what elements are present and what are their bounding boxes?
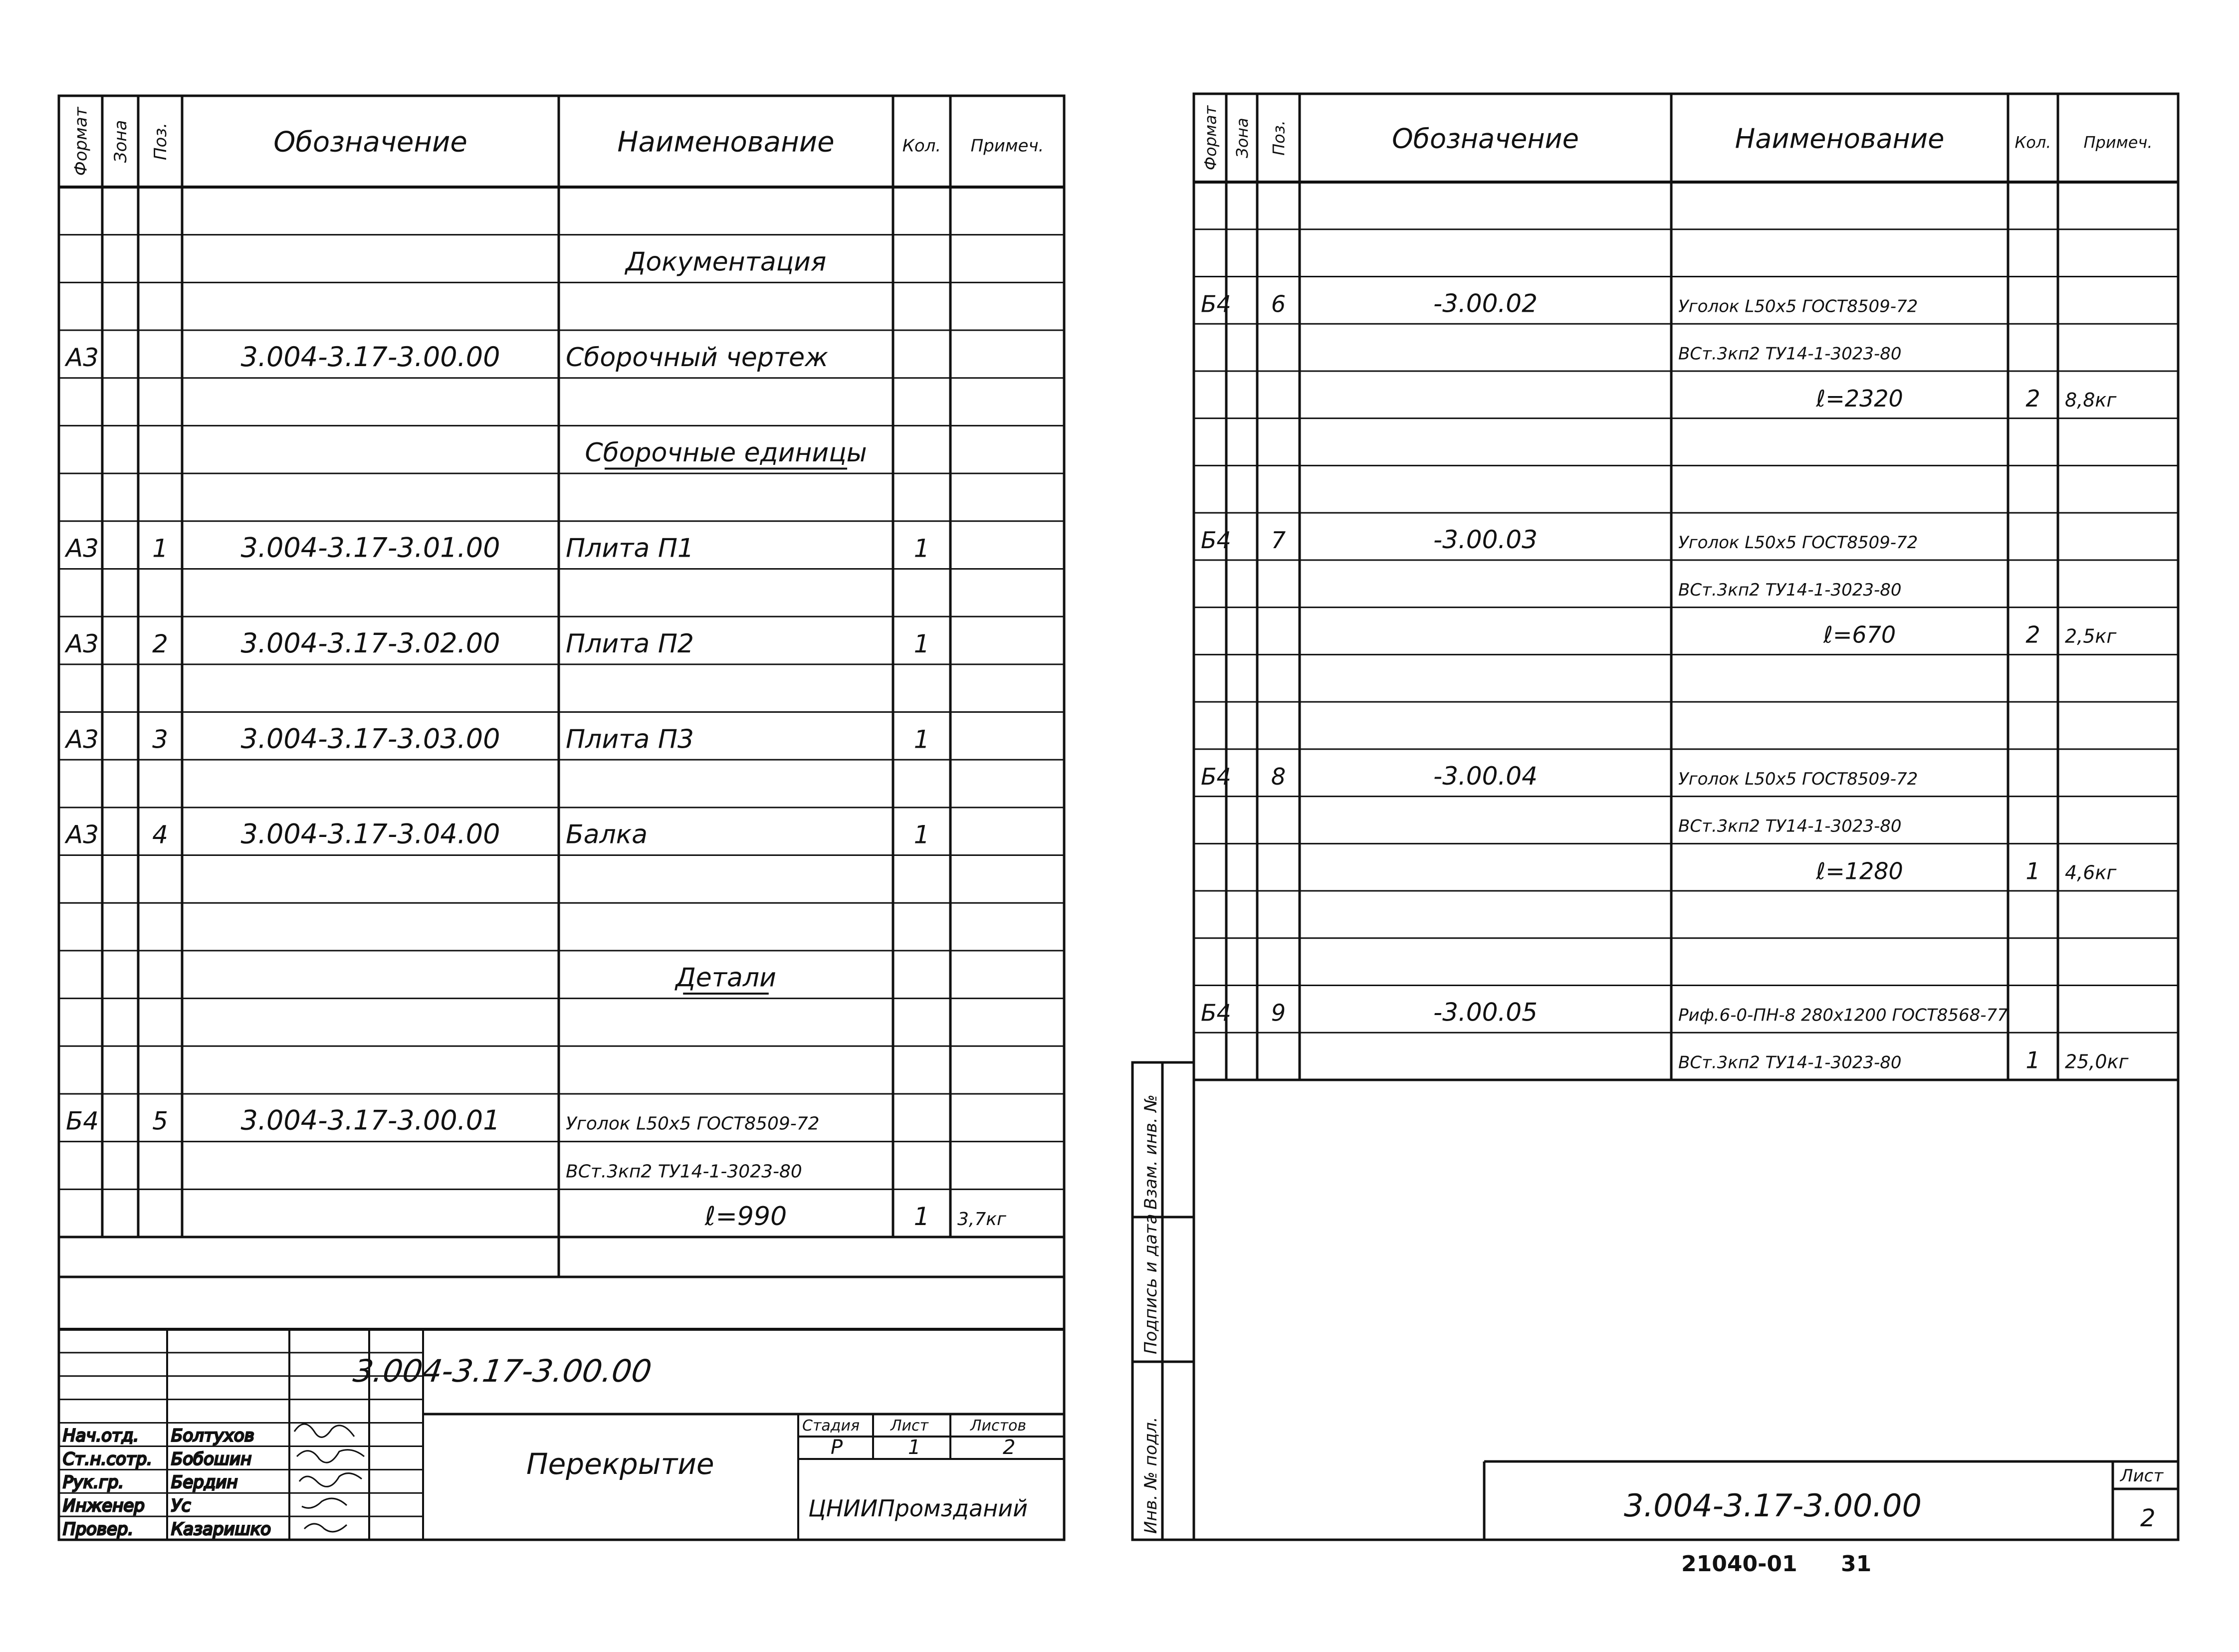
cell-designation: 3.004-3.17-3.00.00 — [240, 341, 500, 373]
role-person-name: Болтухов — [171, 1426, 254, 1446]
cell-name: Сборочный чертеж — [566, 342, 828, 373]
cell-pos: 4 — [152, 820, 168, 849]
cell-pos: 3 — [152, 725, 168, 754]
cell-name: Балка — [566, 820, 648, 850]
cell-designation: 3.004-3.17-3.02.00 — [240, 627, 500, 659]
cell-note: 2,5кг — [2065, 625, 2117, 647]
sheet-2-designation: 3.004-3.17-3.00.00 — [1624, 1487, 1922, 1524]
header-pos: Поз. — [151, 122, 171, 161]
cell-name: Уголок L50x5 ГОСТ8509-72 — [1678, 296, 1918, 317]
cell-name: ℓ=990 — [704, 1202, 787, 1232]
header-designation: Обозначение — [1392, 123, 1579, 155]
cell-pos: 5 — [152, 1106, 168, 1136]
header-note: Примеч. — [970, 136, 1044, 156]
title-block-designation: 3.004-3.17-3.00.00 — [351, 1353, 654, 1389]
cell-name: Плита П1 — [566, 533, 694, 564]
cell-name: Уголок L50x5 ГОСТ8509-72 — [1678, 533, 1918, 553]
sheet-2-text — [1201, 105, 2153, 1073]
role-person-name: Бобошин — [171, 1449, 252, 1469]
cell-pos: 9 — [1271, 999, 1286, 1027]
cell-qty: 2 — [2025, 385, 2040, 412]
stage-label: Стадия — [802, 1417, 860, 1435]
specification-sheet-2 — [1132, 94, 2178, 1540]
cell-designation: -3.00.05 — [1433, 998, 1538, 1027]
cell-designation: -3.00.04 — [1433, 761, 1538, 791]
cell-name: Плита П3 — [566, 724, 694, 755]
cell-name: ВСт.3кп2 ТУ14-1-3023-80 — [1678, 1052, 1902, 1073]
cell-name: Уголок L50x5 ГОСТ8509-72 — [1678, 769, 1918, 789]
cell-qty: 1 — [2025, 857, 2040, 885]
organization-name: ЦНИИПромзданий — [808, 1495, 1028, 1522]
header-designation: Обозначение — [273, 126, 467, 159]
stage-value: Р — [831, 1436, 843, 1459]
cell-qty: 1 — [913, 534, 930, 563]
cell-note: 4,6кг — [2065, 861, 2117, 884]
header-qty: Кол. — [902, 136, 941, 156]
cell-format: A3 — [66, 725, 99, 754]
cell-designation: 3.004-3.17-3.00.01 — [240, 1104, 500, 1136]
cell-qty: 1 — [913, 820, 930, 849]
cell-qty: 1 — [2025, 1046, 2040, 1074]
cell-format: A3 — [66, 534, 99, 563]
role-label: Провер. — [63, 1519, 134, 1539]
cell-pos: 8 — [1271, 763, 1286, 790]
role-label: Ст.н.сотр. — [63, 1449, 153, 1469]
signatures — [294, 1424, 364, 1532]
sheet-2-sheet-value: 2 — [2140, 1504, 2156, 1532]
cell-name: Риф.6-0-ПН-8 280x1200 ГОСТ8568-77 — [1678, 1005, 2008, 1026]
cell-note: 25,0кг — [2065, 1050, 2129, 1073]
cell-format: Б4 — [1201, 527, 1231, 554]
specification-sheet-1 — [59, 96, 1064, 1540]
cell-qty: 1 — [913, 725, 930, 754]
sheets-value: 2 — [1003, 1436, 1016, 1459]
sheet-1-text — [64, 106, 1044, 1232]
cell-name: ВСт.3кп2 ТУ14-1-3023-80 — [1678, 580, 1902, 600]
cell-format: A3 — [66, 629, 99, 658]
cell-name: Сборочные единицы — [585, 438, 867, 468]
cell-format: Б4 — [1201, 999, 1231, 1027]
cell-format: Б4 — [1201, 763, 1231, 790]
role-label: Рук.гр. — [63, 1472, 124, 1493]
role-person-name: Ус — [171, 1496, 191, 1516]
cell-name: ℓ=1280 — [1816, 857, 1903, 885]
header-name: Наименование — [617, 126, 835, 159]
role-label: Инженер — [63, 1496, 145, 1516]
cell-name: Плита П2 — [566, 628, 694, 659]
cell-name: ℓ=670 — [1823, 621, 1896, 648]
sheet-label: Лист — [891, 1417, 929, 1435]
cell-note: 3,7кг — [957, 1209, 1006, 1230]
header-note: Примеч. — [2083, 133, 2153, 152]
side-stamp-replace-label: Взам. инв. № — [1141, 1094, 1161, 1210]
cell-qty: 1 — [913, 1202, 930, 1232]
cell-designation: -3.00.02 — [1433, 289, 1538, 318]
cell-format: A3 — [66, 820, 99, 849]
title-block-title: Перекрытие — [526, 1447, 714, 1481]
cell-pos: 7 — [1271, 527, 1286, 554]
cell-designation: -3.00.03 — [1433, 525, 1538, 555]
role-label: Нач.отд. — [63, 1426, 139, 1446]
cell-name: Уголок L50x5 ГОСТ8509-72 — [566, 1113, 820, 1134]
cell-pos: 2 — [152, 629, 168, 658]
cell-designation: 3.004-3.17-3.01.00 — [240, 532, 500, 564]
cell-pos: 6 — [1271, 290, 1286, 318]
cell-format: A3 — [66, 343, 99, 372]
sheet-value: 1 — [908, 1436, 921, 1459]
cell-name: ВСт.3кп2 ТУ14-1-3023-80 — [1678, 816, 1902, 836]
cell-name: Документация — [625, 247, 827, 277]
side-stamp-inv-label: Инв. № подл. — [1141, 1417, 1161, 1534]
side-stamp-signature-label: Подпись и дата — [1141, 1214, 1161, 1354]
header-qty: Кол. — [2015, 133, 2051, 152]
footer-code: 21040-01 — [1681, 1551, 1797, 1577]
cell-pos: 1 — [152, 534, 168, 563]
footer-page: 31 — [1841, 1551, 1872, 1577]
cell-name: ℓ=2320 — [1816, 385, 1903, 412]
header-format: Формат — [71, 107, 91, 176]
cell-format: Б4 — [66, 1106, 99, 1136]
sheet-1-frame — [59, 96, 1064, 1540]
cell-qty: 1 — [913, 629, 930, 658]
cell-name: Детали — [675, 963, 776, 993]
sheets-label: Листов — [970, 1417, 1027, 1435]
cell-name: ВСт.3кп2 ТУ14-1-3023-80 — [1678, 344, 1902, 364]
role-person-name: Бердин — [171, 1472, 238, 1493]
cell-designation: 3.004-3.17-3.04.00 — [240, 818, 500, 850]
header-format: Формат — [1201, 105, 1220, 171]
cell-qty: 2 — [2025, 621, 2040, 648]
role-person-name: Казаришко — [171, 1519, 271, 1539]
header-zone: Зона — [111, 120, 131, 163]
cell-format: Б4 — [1201, 290, 1231, 318]
cell-designation: 3.004-3.17-3.03.00 — [240, 723, 500, 755]
cell-note: 8,8кг — [2065, 389, 2117, 411]
header-zone: Зона — [1233, 118, 1252, 158]
header-pos: Поз. — [1269, 120, 1289, 156]
cell-name: ВСт.3кп2 ТУ14-1-3023-80 — [566, 1161, 802, 1182]
sheet-1-row-lines — [59, 235, 1064, 1190]
header-name: Наименование — [1735, 123, 1945, 155]
sheet-2-sheet-label: Лист — [2120, 1466, 2164, 1486]
